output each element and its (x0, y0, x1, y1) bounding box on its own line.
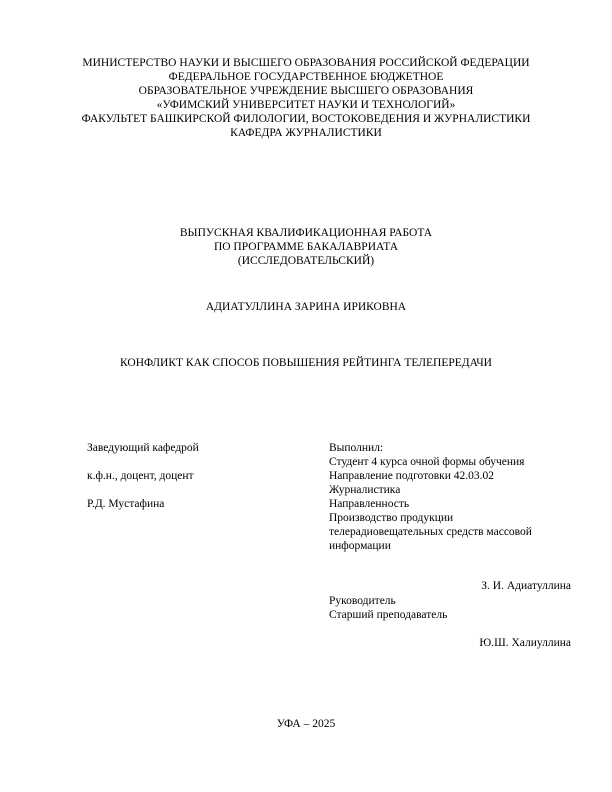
supervisor-position: Старший преподаватель (329, 609, 448, 621)
thesis-title: КОНФЛИКТ КАК СПОСОБ ПОВЫШЕНИЯ РЕЙТИНГА ТЕЛЕПЕРЕДАЧИ (120, 357, 492, 369)
student-signature-name: З. И. Адиатуллина (481, 580, 571, 592)
work-type-line-3: (ИССЛЕДОВАТЕЛЬСКИЙ) (237, 255, 375, 267)
direction-label: Направление подготовки 42.03.02 (329, 470, 495, 482)
header-university: «УФИМСКИЙ УНИВЕРСИТЕТ НАУКИ И ТЕХНОЛОГИЙ» (156, 99, 456, 111)
focus-label: Направленность (329, 498, 410, 510)
author-name: АДИАТУЛЛИНА ЗАРИНА ИРИКОВНА (205, 301, 407, 313)
supervisor-label: Руководитель (329, 595, 396, 607)
header-institution-type: ОБРАЗОВАТЕЛЬНОЕ УЧРЕЖДЕНИЕ ВЫСШЕГО ОБРАЗОВАНИЯ (138, 85, 474, 97)
head-name: Р.Д. Мустафина (87, 498, 165, 510)
header-department: КАФЕДРА ЖУРНАЛИСТИКИ (230, 127, 382, 139)
focus-line-2: телерадиовещательных средств массовой (329, 526, 532, 538)
header-federal: ФЕДЕРАЛЬНОЕ ГОСУДАРСТВЕННОЕ БЮДЖЕТНОЕ (168, 71, 444, 83)
work-type-line-2: ПО ПРОГРАММЕ БАКАЛАВРИАТА (213, 241, 399, 253)
header-ministry: МИНИСТЕРСТВО НАУКИ И ВЫСШЕГО ОБРАЗОВАНИЯ РОССИЙСКОЙ ФЕДЕРАЦИИ (82, 57, 530, 69)
direction-name: Журналистика (329, 484, 401, 496)
focus-line-3: информации (329, 540, 391, 552)
work-type-line-1: ВЫПУСКНАЯ КВАЛИФИКАЦИОННАЯ РАБОТА (179, 227, 433, 239)
head-degree: к.ф.н., доцент, доцент (87, 470, 194, 482)
focus-line-1: Производство продукции (329, 512, 454, 524)
supervisor-name: Ю.Ш. Халиуллина (479, 637, 571, 649)
head-label: Заведующий кафедрой (87, 442, 199, 454)
header-faculty: ФАКУЛЬТЕТ БАШКИРСКОЙ ФИЛОЛОГИИ, ВОСТОКОВЕДЕНИЯ И ЖУРНАЛИСТИКИ (81, 113, 531, 125)
city-year: УФА – 2025 (276, 718, 336, 730)
performed-label: Выполнил: (329, 442, 384, 454)
student-course: Студент 4 курса очной формы обучения (329, 456, 525, 468)
